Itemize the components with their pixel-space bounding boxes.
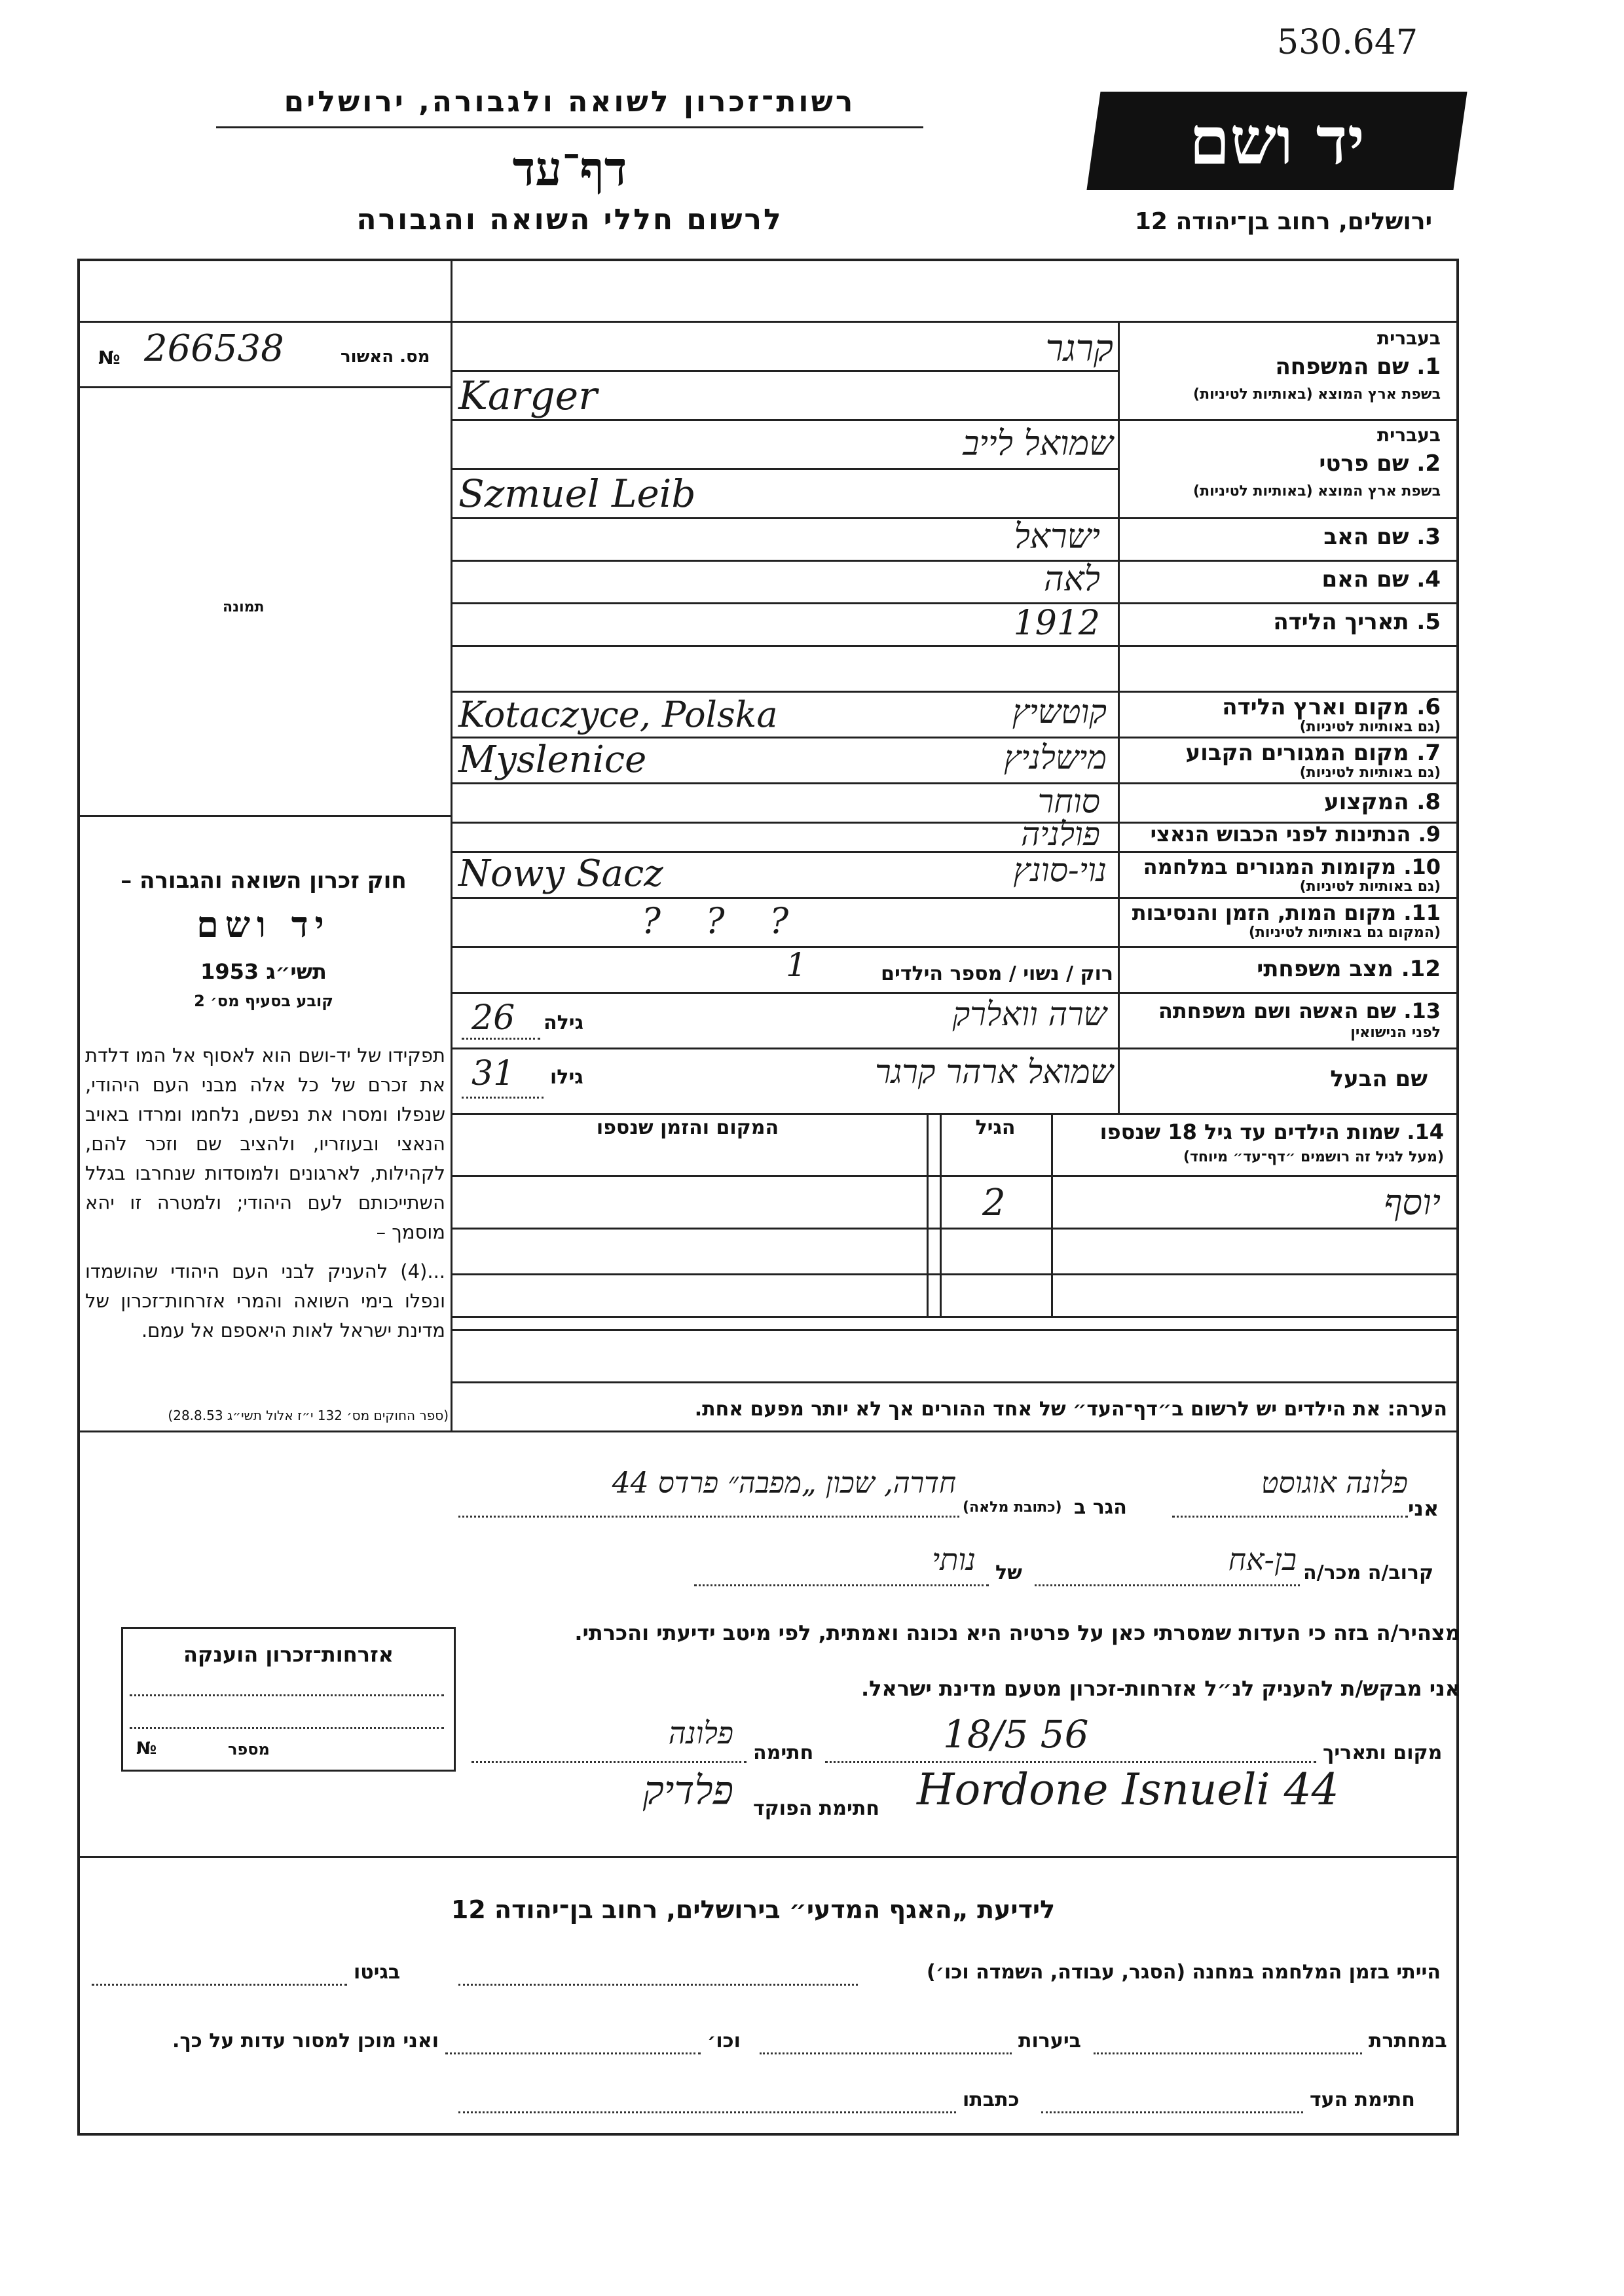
- bottom-camp-label: הייתי בזמן המלחמה במחנה (הסגר, עבודה, השמדה וכו׳): [927, 1961, 1441, 1984]
- children-col-divider: [1051, 1113, 1053, 1316]
- f1-sub: בשפת ארץ המוצא (באותיות לטיניות): [1193, 386, 1441, 403]
- law-name: יד ושם: [196, 903, 331, 945]
- row-line: [451, 897, 1456, 899]
- f13-age-dots: [462, 1038, 540, 1040]
- children-sub: (מעל לגיל זה רושמים ״דף־עד״ מיוחד): [1183, 1149, 1444, 1165]
- citizenship-dots-1: [130, 1694, 444, 1696]
- f6-label: [1126, 694, 1441, 720]
- bottom-title: לידיעת „האגף המדעי״ בירושלים, רחוב בן־יהודה 12: [451, 1895, 1056, 1924]
- child-name[interactable]: יוסף: [1384, 1182, 1441, 1223]
- citizenship-dots-2: [130, 1727, 444, 1729]
- decl-address-value[interactable]: חדרה, שכון „מפבה״ פרדס 44: [612, 1467, 956, 1500]
- f1-latin-value[interactable]: Karger: [458, 373, 597, 419]
- bottom-etc-label: וכו׳: [707, 2030, 741, 2052]
- row-line: [451, 946, 1456, 948]
- bottom-forest-label: ביערות: [1018, 2030, 1081, 2052]
- f10-latin-value[interactable]: Nowy Sacz: [458, 852, 663, 895]
- citizenship-number-label: מספר: [228, 1740, 270, 1758]
- bottom-section-line: [77, 1856, 1456, 1858]
- approval-no-sign: №: [98, 347, 120, 369]
- f3-num: 3.: [1416, 524, 1441, 550]
- f7-sub: (גם באותיות לטיניות): [1299, 765, 1441, 781]
- form-subtitle: לרשום חללי השואה והגבורה: [356, 203, 783, 236]
- f1-hebrew-value[interactable]: קרגר: [1045, 327, 1113, 370]
- f13-label-text: שם האשה ושם משפחתה: [1158, 998, 1397, 1023]
- decl-signature-label: חתימה: [753, 1741, 814, 1764]
- f7-label: [1126, 740, 1441, 766]
- f6-hebrew-value[interactable]: קוטשיץ: [1012, 693, 1107, 731]
- f11-label: [1126, 900, 1441, 925]
- f9-num: 9.: [1418, 822, 1441, 847]
- law-box-bottom: [77, 1430, 1456, 1432]
- row-line: [451, 419, 1456, 421]
- row-line: [451, 370, 1120, 372]
- f7-label-text: מקום המגורים הקבוע: [1185, 740, 1409, 766]
- f6-num: 6.: [1416, 694, 1441, 720]
- approval-number[interactable]: 266538: [144, 327, 284, 370]
- decl-gar-label: הגר ב: [1074, 1496, 1127, 1519]
- decl-signature-dots: [471, 1761, 747, 1763]
- children-header-line: [451, 1175, 1456, 1177]
- bottom-address-dots: [458, 2111, 956, 2113]
- husband-age-label: גילו: [550, 1066, 583, 1089]
- children-col-place: המקום והזמן שנספו: [596, 1116, 779, 1139]
- children-row-line: [451, 1329, 1456, 1331]
- bottom-willing-label: ואני מוכן למסור עדות על כך.: [172, 2030, 439, 2052]
- f2-hebrew-value[interactable]: שמואל לייב: [963, 424, 1113, 464]
- f12-label: [1126, 956, 1441, 982]
- law-text-2: ...(4) להעניק לבני העם היהודי שהושמדו ונפלו בימי השואה והמרי אזרחות־זכרון של מדינת ישראל לאות היאספם אל עמם.: [85, 1260, 445, 1341]
- f4-num: 4.: [1416, 566, 1441, 592]
- husband-value[interactable]: שמואל ארהר קרגר: [875, 1053, 1113, 1091]
- f4-label-text: שם האם: [1321, 566, 1409, 592]
- photo-label: תמונה: [223, 599, 265, 615]
- decl-of-label: של: [995, 1561, 1022, 1584]
- law-text-1: תפקידו של יד-ושם הוא לאסוף אל המו דלדת את זכרם של כל אלה מבני העם היהודי, שנפלו ומסרו את נפשם, נלחמו ומרדו באויב הנאצי ובעוזריו, ולהציב שם וזכר להם, לקהילות, לארגונים ולמוסדות שנחרבו בגלל השתייכותם לעם היהודי; ולמטרה זו יהא מוסמך –: [85, 1044, 445, 1243]
- top-band-line: [77, 321, 1456, 323]
- f8-num: 8.: [1416, 789, 1441, 815]
- decl-ani: אני: [1408, 1496, 1439, 1521]
- f11-sub: (המקום גם באותיות לטיניות): [1248, 924, 1441, 941]
- bottom-ghetto-dots: [92, 1984, 347, 1986]
- f2-num: 2.: [1416, 450, 1441, 477]
- f9-label-text: הנתינות לפני הכבוש הנאצי: [1150, 822, 1411, 847]
- bottom-forest-dots: [760, 2052, 1012, 2054]
- f3-value[interactable]: ישראל: [1014, 517, 1100, 556]
- children-row-line: [451, 1228, 1456, 1230]
- f12-num: 12.: [1401, 956, 1441, 982]
- law-box-top: [77, 815, 452, 817]
- decl-officer-sig[interactable]: פלדיק: [642, 1768, 733, 1813]
- f9-label: [1126, 822, 1441, 847]
- decl-relation-value[interactable]: בן-אח: [1228, 1542, 1297, 1577]
- f2-hint: בעברית: [1376, 424, 1441, 446]
- children-col-divider: [927, 1113, 929, 1316]
- f12-value[interactable]: 1: [786, 946, 807, 984]
- husband-label: שם הבעל: [1330, 1066, 1428, 1092]
- f1-hint: בעברית: [1376, 327, 1441, 349]
- children-row-line: [451, 1273, 1456, 1275]
- f10-hebrew-value[interactable]: נוי-סונץ: [1013, 851, 1107, 889]
- f1-label-text: שם המשפחה: [1275, 354, 1409, 380]
- law-year: תשי״ג 1953: [200, 959, 327, 984]
- decl-of-value[interactable]: נותי: [932, 1542, 976, 1577]
- f2-sub: בשפת ארץ המוצא (באותיות לטיניות): [1193, 483, 1441, 500]
- bottom-ghetto-label: בגיטו: [354, 1961, 401, 1984]
- f3-label: [1126, 524, 1441, 550]
- org-line: רשות־זכרון לשואה ולגבורה, ירושלים: [284, 85, 856, 118]
- f2-label-text: שם פרטי: [1319, 450, 1409, 477]
- decl-address-dots: [458, 1516, 959, 1518]
- f12-inline-label: רוק / נשוי / מספר הילדים: [881, 962, 1113, 985]
- f8-label: [1126, 789, 1441, 815]
- bottom-etc-dots: [445, 2052, 701, 2054]
- bottom-address-label: כתבתו: [963, 2088, 1020, 2111]
- f13-age-label: גילה: [544, 1011, 583, 1034]
- f13-label: [1126, 998, 1441, 1023]
- f13-value[interactable]: שרה וואלרק: [952, 995, 1107, 1033]
- f2-label: [1126, 450, 1441, 477]
- note-top-line: [451, 1381, 1456, 1383]
- citizenship-no-sign: №: [136, 1739, 157, 1758]
- row-line: [451, 992, 1456, 994]
- decl-relation-label: קרוב/ה מכר/ה: [1303, 1561, 1434, 1584]
- f1-label: [1126, 354, 1441, 380]
- left-column-divider: [451, 259, 452, 1430]
- logo-text: יד ושם: [1189, 102, 1365, 179]
- f4-label: [1126, 566, 1441, 592]
- bottom-camp-dots: [458, 1984, 858, 1986]
- address: ירושלים, רחוב בן־יהודה 12: [1134, 208, 1433, 235]
- law-ref: (ספר החוקים מס׳ 132 י״ז אלול תשי״ג 28.8.53): [168, 1408, 449, 1423]
- decl-officer-value[interactable]: Hordone Isnueli 44: [917, 1764, 1339, 1815]
- law-section: קובע בסעיף מס׳ 2: [194, 992, 333, 1010]
- f7-latin-value[interactable]: Myslenice: [458, 738, 647, 781]
- f2-latin-value[interactable]: Szmuel Leib: [458, 471, 696, 516]
- children-col-age: הגיל: [975, 1116, 1016, 1139]
- f5-label: [1126, 609, 1441, 635]
- f8-value[interactable]: סוחר: [1037, 782, 1100, 820]
- f11-label-text: מקום המות, הזמן והנסיבות: [1132, 900, 1397, 925]
- f6-label-text: מקום וארץ הלידה: [1222, 694, 1409, 720]
- f12-label-text: מצב משפחתי: [1257, 956, 1393, 982]
- children-num: 14.: [1407, 1120, 1444, 1144]
- decl-signature-value[interactable]: פלונה: [668, 1715, 733, 1751]
- husband-age-dots: [462, 1097, 544, 1099]
- archive-number: 530.647: [1277, 23, 1418, 62]
- decl-of-dots: [694, 1584, 989, 1586]
- decl-ani-dots: [1172, 1516, 1408, 1518]
- decl-statement: מצהיר/ה בזה כי העדות שמסרתי כאן על פרטיה היא נכונה ואמתית, לפי מיטב ידיעתי והכרתי.: [574, 1620, 1460, 1645]
- f13-sub: לפני הנישואין: [1350, 1025, 1441, 1041]
- children-label-text: שמות הילדים עד גיל 18 שנספו: [1099, 1120, 1400, 1144]
- row-line: [451, 1048, 1456, 1049]
- f5-num: 5.: [1416, 609, 1441, 635]
- f6-sub: (גם באותיות לטיניות): [1299, 719, 1441, 735]
- org-underline: [216, 126, 923, 128]
- citizenship-box: [121, 1627, 456, 1772]
- f3-label-text: שם האב: [1323, 524, 1409, 550]
- f10-label: [1126, 854, 1441, 879]
- yad-vashem-logo: [1086, 92, 1467, 190]
- bottom-witness-sig-dots: [1041, 2111, 1303, 2113]
- law-title: חוק זכרון השואה והגבורה –: [120, 867, 407, 894]
- decl-place-date-value[interactable]: 18/5 56: [943, 1712, 1089, 1757]
- bottom-witness-sig-label: חתימת העד: [1310, 2088, 1415, 2111]
- note-text: הערה: את הילדים יש לרשום ב״דף־העד״ של אחד ההורים אך לא יותר מפעם אחת.: [694, 1398, 1447, 1421]
- f9-value[interactable]: פולניה: [1020, 815, 1100, 853]
- bottom-underground-dots: [1094, 2052, 1362, 2054]
- f11-num: 11.: [1403, 900, 1441, 925]
- f4-value[interactable]: לאה: [1044, 560, 1100, 599]
- label-column-divider: [1118, 321, 1120, 1113]
- child-age[interactable]: 2: [982, 1182, 1006, 1224]
- f1-num: 1.: [1416, 354, 1441, 380]
- f10-sub: (גם באותיות לטיניות): [1299, 879, 1441, 895]
- decl-address-label: (כתובת מלאה): [963, 1499, 1062, 1516]
- decl-ani-value[interactable]: פלונה אוגוסט: [1261, 1467, 1408, 1500]
- f7-num: 7.: [1416, 740, 1441, 766]
- f5-value[interactable]: 1912: [1013, 604, 1100, 643]
- decl-officer-label: חתימת הפוקד: [753, 1797, 879, 1820]
- f5-label-text: תאריך הלידה: [1273, 609, 1409, 635]
- bottom-underground-label: במחתרת: [1369, 2030, 1447, 2052]
- approval-line: [77, 386, 452, 388]
- f10-num: 10.: [1403, 854, 1441, 879]
- row-line: [451, 468, 1120, 470]
- f13-age[interactable]: 26: [471, 998, 515, 1038]
- form-title: דף־עד: [512, 141, 627, 196]
- f11-value[interactable]: ? ? ?: [642, 900, 789, 941]
- row-line: [451, 645, 1456, 647]
- husband-age[interactable]: 31: [471, 1054, 515, 1093]
- approval-label: מס. האשור: [341, 347, 430, 367]
- f13-num: 13.: [1403, 998, 1441, 1023]
- children-label: [1058, 1120, 1444, 1144]
- decl-relation-dots: [1035, 1584, 1300, 1586]
- f7-hebrew-value[interactable]: מישלניץ: [1004, 738, 1107, 776]
- f10-label-text: מקומות המגורים במלחמה: [1143, 854, 1397, 879]
- f6-latin-value[interactable]: Kotaczyce, Polska: [458, 694, 778, 735]
- citizenship-title: אזרחות־זכרון הוענקה: [183, 1642, 394, 1667]
- decl-place-date-dots: [825, 1761, 1316, 1763]
- row-line: [451, 1113, 1456, 1115]
- decl-request: אני מבקש/ת להעניק לנ״ל אזרחות-זכרון מטעם מדינת ישראל.: [861, 1676, 1460, 1701]
- decl-place-date-label: מקום ותאריך: [1323, 1741, 1443, 1764]
- children-col-divider: [940, 1113, 942, 1316]
- children-row-line: [451, 1316, 1456, 1318]
- f8-label-text: המקצוע: [1324, 789, 1409, 815]
